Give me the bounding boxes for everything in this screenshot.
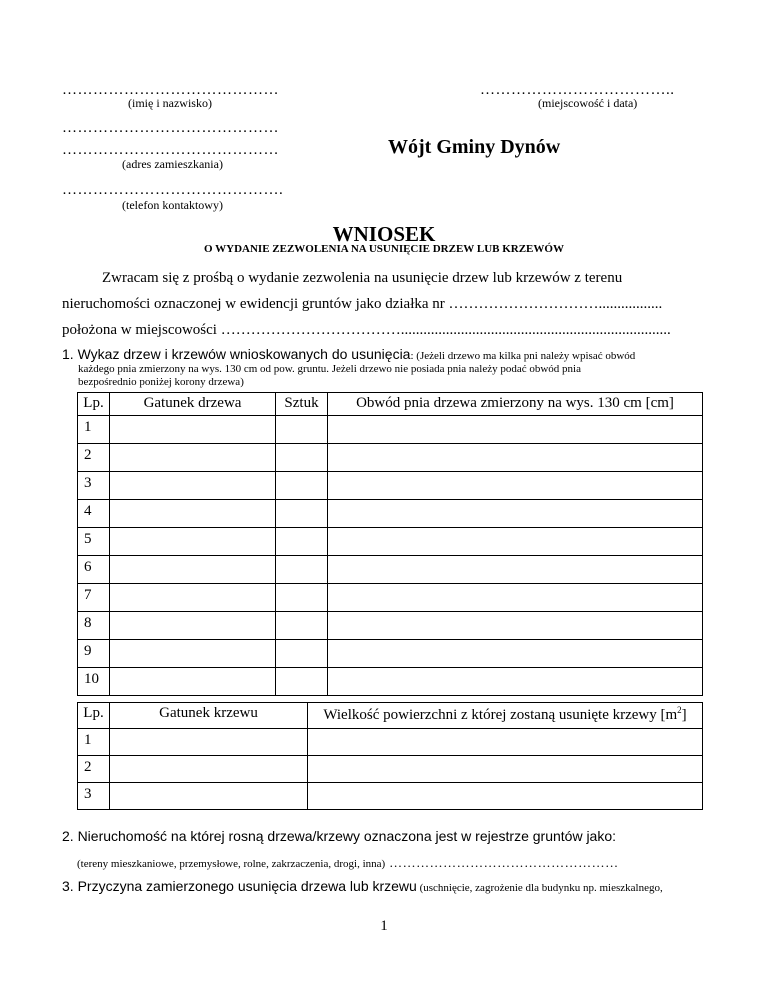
circumference-cell[interactable] xyxy=(328,584,703,612)
table-row xyxy=(78,472,703,500)
intro-line-2: nieruchomości oznaczonej w ewidencji gruntów jako działka nr …………………………................. xyxy=(62,296,663,312)
trees-table xyxy=(77,392,703,696)
shrubs-area-label-end: ] xyxy=(681,707,687,723)
recipient-heading: Wójt Gminy Dynów xyxy=(388,136,561,158)
shrub-area-cell[interactable] xyxy=(308,729,703,756)
section-2-dots[interactable]: …………………………………………… xyxy=(389,855,619,870)
species-cell[interactable] xyxy=(110,416,276,444)
circumference-cell[interactable] xyxy=(328,444,703,472)
intro-line-1: Zwracam się z prośbą o wydanie zezwolenia na usunięcie drzew lub krzewów z terenu xyxy=(102,270,623,286)
shrub-area-cell[interactable] xyxy=(308,783,703,810)
circumference-cell[interactable] xyxy=(328,668,703,696)
species-cell[interactable] xyxy=(110,472,276,500)
species-cell[interactable] xyxy=(110,640,276,668)
row-number: 7 xyxy=(78,584,110,612)
shrubs-col-area xyxy=(308,703,703,729)
table-row xyxy=(78,783,703,810)
row-number: 3 xyxy=(78,472,110,500)
phone-field-dots[interactable]: ……………………………………. xyxy=(62,182,284,198)
table-row xyxy=(78,640,703,668)
count-cell[interactable] xyxy=(276,472,328,500)
row-number: 8 xyxy=(78,612,110,640)
row-number: 10 xyxy=(78,668,110,696)
name-label: (imię i nazwisko) xyxy=(128,96,212,110)
count-cell[interactable] xyxy=(276,612,328,640)
circumference-cell[interactable] xyxy=(328,500,703,528)
shrub-area-cell[interactable] xyxy=(308,756,703,783)
address-field-dots-1[interactable]: …………………………………… xyxy=(62,120,279,136)
row-number: 2 xyxy=(78,444,110,472)
document-title: WNIOSEK xyxy=(332,222,436,246)
table-row xyxy=(78,500,703,528)
name-field-dots[interactable]: …………………………………… xyxy=(62,82,279,98)
table-row xyxy=(78,416,703,444)
section-2-note: (tereny mieszkaniowe, przemysłowe, rolne, zakrzaczenia, drogi, inna) xyxy=(77,858,386,870)
address-field-dots-2[interactable]: …………………………………… xyxy=(62,142,279,158)
species-cell[interactable] xyxy=(110,612,276,640)
section-2-note-line xyxy=(77,854,619,872)
intro-line-3: położona w miejscowości ………………………………........................................................................ xyxy=(62,322,671,338)
shrubs-area-exponent: 2 xyxy=(677,705,682,715)
table-row xyxy=(78,584,703,612)
circumference-cell[interactable] xyxy=(328,472,703,500)
species-cell[interactable] xyxy=(110,500,276,528)
shrub-species-cell[interactable] xyxy=(110,729,308,756)
section-1-note-line-2: każdego pnia zmierzony na wys. 130 cm od pow. gruntu. Jeżeli drzewo nie posiada pnia należy podać obwód pnia xyxy=(78,363,581,375)
count-cell[interactable] xyxy=(276,444,328,472)
count-cell[interactable] xyxy=(276,668,328,696)
row-number: 9 xyxy=(78,640,110,668)
table-row xyxy=(78,612,703,640)
circumference-cell[interactable] xyxy=(328,640,703,668)
table-row xyxy=(78,729,703,756)
count-cell[interactable] xyxy=(276,500,328,528)
section-1-note-line-3: bezpośrednio poniżej korony drzewa) xyxy=(78,376,244,388)
shrubs-col-lp: Lp. xyxy=(78,703,110,729)
section-1-heading: 1. Wykaz drzew i krzewów wnioskowanych do usunięcia xyxy=(62,346,411,362)
section-1-note-start: : (Jeżeli drzewo ma kilka pni należy wpisać obwód xyxy=(410,350,636,362)
table-row xyxy=(78,556,703,584)
trees-col-count: Sztuk xyxy=(276,393,328,416)
phone-label: (telefon kontaktowy) xyxy=(122,198,223,212)
section-3-note: (uschnięcie, zagrożenie dla budynku np. mieszkalnego, xyxy=(416,882,663,894)
trees-col-species: Gatunek drzewa xyxy=(110,393,276,416)
address-label: (adres zamieszkania) xyxy=(122,157,223,171)
count-cell[interactable] xyxy=(276,556,328,584)
section-1-heading-line xyxy=(62,346,635,364)
trees-col-circumference: Obwód pnia drzewa zmierzony na wys. 130 cm [cm] xyxy=(328,393,703,416)
shrubs-area-label: Wielkość powierzchni z której zostaną usunięte krzewy [m xyxy=(323,707,678,723)
place-date-field-dots[interactable]: ……………………………….. xyxy=(480,82,675,98)
shrub-species-cell[interactable] xyxy=(110,756,308,783)
count-cell[interactable] xyxy=(276,416,328,444)
row-number: 1 xyxy=(78,729,110,756)
count-cell[interactable] xyxy=(276,584,328,612)
species-cell[interactable] xyxy=(110,584,276,612)
species-cell[interactable] xyxy=(110,528,276,556)
table-row xyxy=(78,444,703,472)
shrubs-table-header-row xyxy=(78,703,703,729)
document-subtitle: O WYDANIE ZEZWOLENIA NA USUNIĘCIE DRZEW LUB KRZEWÓW xyxy=(204,243,564,255)
table-row xyxy=(78,668,703,696)
species-cell[interactable] xyxy=(110,556,276,584)
table-row xyxy=(78,528,703,556)
shrub-species-cell[interactable] xyxy=(110,783,308,810)
place-date-label: (miejscowość i data) xyxy=(538,96,638,110)
trees-col-lp: Lp. xyxy=(78,393,110,416)
circumference-cell[interactable] xyxy=(328,528,703,556)
row-number: 1 xyxy=(78,416,110,444)
species-cell[interactable] xyxy=(110,444,276,472)
count-cell[interactable] xyxy=(276,528,328,556)
row-number: 6 xyxy=(78,556,110,584)
table-row xyxy=(78,756,703,783)
shrubs-col-species: Gatunek krzewu xyxy=(110,703,308,729)
shrubs-table xyxy=(77,702,703,810)
row-number: 5 xyxy=(78,528,110,556)
row-number: 4 xyxy=(78,500,110,528)
circumference-cell[interactable] xyxy=(328,416,703,444)
circumference-cell[interactable] xyxy=(328,612,703,640)
section-2-heading: 2. Nieruchomość na której rosną drzewa/krzewy oznaczona jest w rejestrze gruntów jako: xyxy=(62,828,617,844)
page-number: 1 xyxy=(380,918,388,934)
circumference-cell[interactable] xyxy=(328,556,703,584)
species-cell[interactable] xyxy=(110,668,276,696)
trees-table-header-row xyxy=(78,393,703,416)
row-number: 2 xyxy=(78,756,110,783)
section-3-line xyxy=(62,878,663,896)
count-cell[interactable] xyxy=(276,640,328,668)
section-3-heading: 3. Przyczyna zamierzonego usunięcia drzewa lub krzewu xyxy=(62,878,417,894)
row-number: 3 xyxy=(78,783,110,810)
